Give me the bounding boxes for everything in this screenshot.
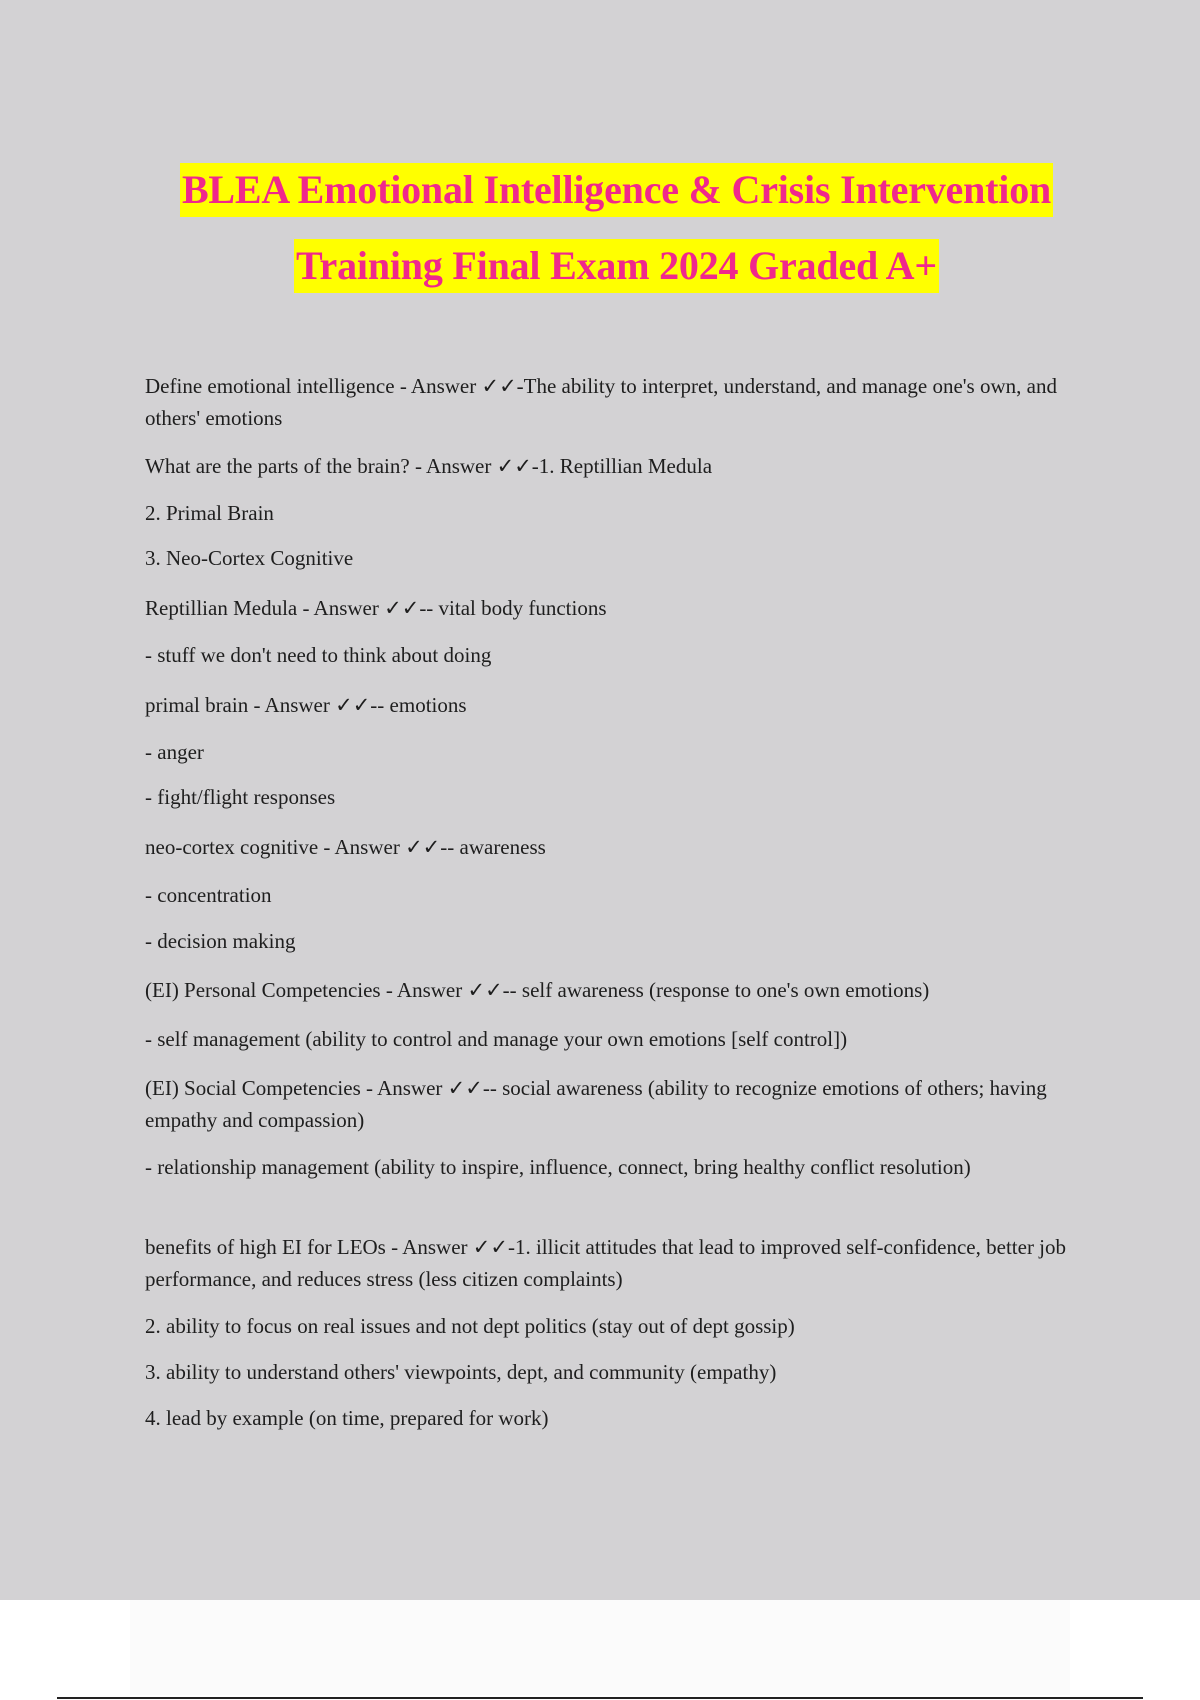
list-item: - relationship management (ability to inspire, influence, connect, bring healthy conflict resolution) (145, 1155, 971, 1179)
question-benefits-high-ei: benefits of high EI for LEOs - Answer ✓✓-1. illicit attitudes that lead to improved self-confidence, better job performance, and reduces stress (less citizen complaints) (145, 1235, 1067, 1291)
footer-divider (57, 1697, 1143, 1699)
list-item: - self management (ability to control and manage your own emotions [self control]) (145, 1027, 848, 1051)
list-item: - stuff we don't need to think about doing (145, 643, 492, 667)
list-item: 2. Primal Brain (145, 501, 274, 525)
question-primal-brain: primal brain - Answer ✓✓-- emotions (145, 693, 467, 717)
question-define-ei: Define emotional intelligence - Answer ✓✓-The ability to interpret, understand, and manage one's own, and others' emotions (145, 374, 1057, 430)
question-neo-cortex: neo-cortex cognitive - Answer ✓✓-- awareness (145, 835, 546, 859)
title-line-2: Training Final Exam 2024 Graded A+ (294, 239, 939, 293)
question-brain-parts: What are the parts of the brain? - Answer ✓✓-1. Reptillian Medula (145, 454, 713, 478)
list-item: - anger (145, 740, 204, 764)
page-bottom-area (130, 1600, 1070, 1695)
question-reptillian-medula: Reptillian Medula - Answer ✓✓-- vital body functions (145, 596, 607, 620)
list-item: 2. ability to focus on real issues and not dept politics (stay out of dept gossip) (145, 1314, 795, 1338)
list-item: 3. Neo-Cortex Cognitive (145, 546, 354, 570)
list-item: - fight/flight responses (145, 785, 336, 809)
list-item: 3. ability to understand others' viewpoints, dept, and community (empathy) (145, 1360, 777, 1384)
list-item: - decision making (145, 929, 296, 953)
list-item: 4. lead by example (on time, prepared for work) (145, 1406, 549, 1430)
list-item: - concentration (145, 883, 272, 907)
question-personal-competencies: (EI) Personal Competencies - Answer ✓✓-- self awareness (response to one's own emotions) (145, 978, 930, 1002)
document-title (0, 163, 1200, 315)
question-social-competencies: (EI) Social Competencies - Answer ✓✓-- social awareness (ability to recognize emotions of others; having empathy and compassion) (145, 1076, 1047, 1132)
title-line-1: BLEA Emotional Intelligence & Crisis Intervention (180, 163, 1053, 217)
